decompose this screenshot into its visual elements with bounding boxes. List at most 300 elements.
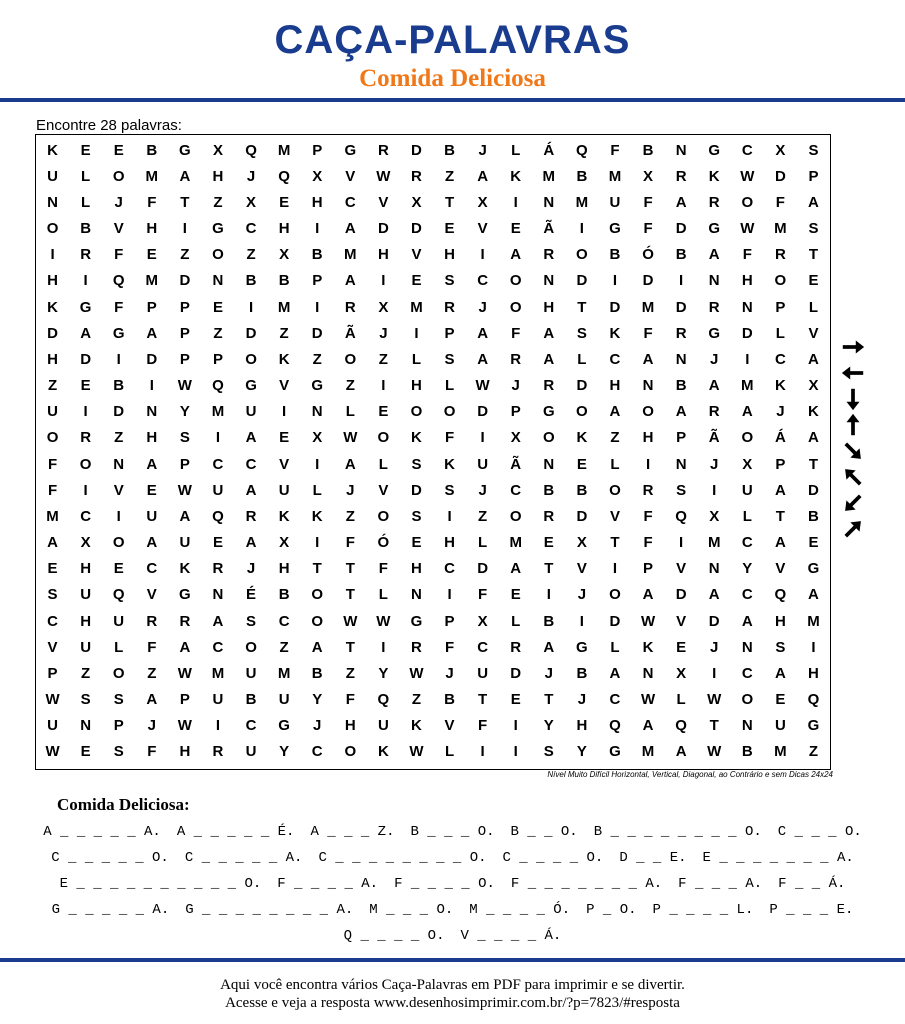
grid-letter[interactable]: I	[513, 193, 518, 211]
grid-letter[interactable]: E	[543, 534, 554, 552]
grid-letter[interactable]: I	[83, 403, 88, 421]
grid-letter[interactable]: N	[675, 141, 687, 159]
grid-letter[interactable]: B	[278, 272, 290, 290]
grid-letter[interactable]: F	[610, 141, 620, 159]
grid-letter[interactable]: N	[543, 272, 555, 290]
grid-letter[interactable]: F	[643, 534, 653, 552]
grid-letter[interactable]: S	[444, 481, 455, 499]
grid-letter[interactable]: W	[707, 691, 722, 709]
grid-letter[interactable]: Y	[378, 664, 389, 682]
grid-letter[interactable]: V	[279, 455, 290, 473]
grid-letter[interactable]: R	[708, 298, 720, 316]
grid-letter[interactable]: D	[675, 298, 687, 316]
grid-letter[interactable]: V	[279, 377, 290, 395]
grid-letter[interactable]: F	[643, 324, 653, 342]
grid-letter[interactable]: H	[311, 193, 323, 211]
grid-letter[interactable]: I	[579, 612, 584, 630]
grid-letter[interactable]: A	[311, 638, 323, 656]
grid-letter[interactable]: U	[179, 534, 191, 552]
grid-letter[interactable]: A	[708, 586, 720, 604]
grid-letter[interactable]: M	[641, 298, 655, 316]
grid-letter[interactable]: C	[741, 534, 753, 552]
grid-letter[interactable]: L	[775, 324, 785, 342]
grid-letter[interactable]: E	[378, 403, 389, 421]
grid-letter[interactable]: S	[543, 743, 554, 761]
grid-letter[interactable]: Y	[543, 717, 554, 735]
grid-letter[interactable]: C	[444, 560, 455, 578]
grid-letter[interactable]: L	[81, 193, 91, 211]
grid-letter[interactable]: G	[708, 324, 721, 342]
grid-letter[interactable]: K	[510, 167, 522, 185]
grid-letter[interactable]: O	[344, 743, 357, 761]
grid-letter[interactable]: P	[179, 691, 190, 709]
grid-letter[interactable]: O	[377, 507, 390, 525]
grid-letter[interactable]: M	[774, 743, 787, 761]
grid-letter[interactable]: N	[146, 403, 158, 421]
grid-letter[interactable]: C	[245, 455, 257, 473]
grid-letter[interactable]: H	[543, 298, 555, 316]
grid-letter[interactable]: Ã	[543, 220, 555, 238]
grid-letter[interactable]: P	[179, 298, 190, 316]
grid-letter[interactable]: H	[808, 664, 819, 682]
grid-letter[interactable]: A	[179, 167, 191, 185]
grid-letter[interactable]: E	[775, 691, 786, 709]
grid-letter[interactable]: A	[146, 691, 158, 709]
grid-letter[interactable]: R	[675, 324, 687, 342]
grid-letter[interactable]: C	[609, 691, 621, 709]
grid-letter[interactable]: U	[47, 717, 58, 735]
grid-letter[interactable]: P	[146, 298, 157, 316]
grid-letter[interactable]: W	[376, 167, 391, 185]
grid-letter[interactable]: J	[710, 455, 719, 473]
grid-letter[interactable]: I	[50, 246, 55, 264]
grid-letter[interactable]: Q	[807, 691, 820, 709]
grid-letter[interactable]: A	[245, 429, 257, 447]
grid-letter[interactable]: Z	[312, 350, 322, 368]
grid-letter[interactable]: R	[80, 429, 92, 447]
grid-letter[interactable]: J	[478, 141, 487, 159]
grid-letter[interactable]: A	[808, 193, 819, 211]
grid-letter[interactable]: F	[511, 324, 521, 342]
grid-letter[interactable]: C	[477, 638, 489, 656]
grid-letter[interactable]: D	[47, 324, 58, 342]
grid-letter[interactable]: Q	[278, 167, 290, 185]
grid-letter[interactable]: W	[740, 220, 755, 238]
grid-letter[interactable]: I	[83, 272, 88, 290]
grid-letter[interactable]: W	[475, 377, 490, 395]
grid-letter[interactable]: B	[642, 141, 654, 159]
grid-letter[interactable]: Q	[377, 691, 390, 709]
grid-letter[interactable]: I	[315, 298, 320, 316]
grid-letter[interactable]: J	[710, 638, 719, 656]
grid-letter[interactable]: Q	[212, 507, 224, 525]
grid-letter[interactable]: N	[675, 455, 687, 473]
grid-letter[interactable]: B	[311, 664, 323, 682]
grid-letter[interactable]: G	[344, 141, 357, 159]
grid-letter[interactable]: C	[146, 560, 158, 578]
grid-letter[interactable]: V	[113, 481, 124, 499]
grid-letter[interactable]: A	[80, 324, 92, 342]
grid-letter[interactable]: R	[444, 298, 455, 316]
grid-letter[interactable]: A	[774, 481, 786, 499]
grid-letter[interactable]: W	[707, 743, 722, 761]
grid-letter[interactable]: A	[642, 586, 654, 604]
grid-letter[interactable]: L	[478, 534, 488, 552]
grid-letter[interactable]: A	[741, 612, 753, 630]
grid-letter[interactable]: D	[642, 272, 654, 290]
grid-letter[interactable]: J	[577, 691, 587, 709]
grid-letter[interactable]: L	[676, 691, 686, 709]
grid-letter[interactable]: R	[212, 743, 224, 761]
grid-letter[interactable]: H	[642, 429, 654, 447]
grid-letter[interactable]: Q	[112, 272, 125, 290]
grid-letter[interactable]: N	[543, 455, 555, 473]
grid-letter[interactable]: V	[378, 193, 389, 211]
grid-letter[interactable]: L	[312, 481, 322, 499]
grid-letter[interactable]: K	[444, 455, 455, 473]
grid-letter[interactable]: D	[411, 220, 422, 238]
grid-letter[interactable]: O	[377, 429, 390, 447]
grid-letter[interactable]: X	[676, 664, 687, 682]
grid-letter[interactable]: I	[480, 429, 485, 447]
grid-letter[interactable]: Z	[345, 664, 355, 682]
grid-letter[interactable]: O	[112, 534, 125, 552]
grid-letter[interactable]: F	[114, 298, 124, 316]
grid-letter[interactable]: J	[478, 298, 487, 316]
grid-letter[interactable]: R	[774, 246, 786, 264]
grid-letter[interactable]: X	[80, 534, 91, 552]
grid-letter[interactable]: P	[312, 141, 323, 159]
grid-letter[interactable]: I	[381, 272, 386, 290]
grid-letter[interactable]: A	[609, 403, 621, 421]
grid-letter[interactable]: C	[212, 638, 224, 656]
grid-letter[interactable]: H	[576, 717, 588, 735]
grid-letter[interactable]: Z	[478, 507, 488, 525]
grid-letter[interactable]: L	[444, 743, 455, 761]
grid-letter[interactable]: X	[246, 193, 257, 211]
grid-letter[interactable]: X	[312, 167, 323, 185]
grid-letter[interactable]: U	[80, 638, 92, 656]
grid-letter[interactable]: H	[212, 167, 224, 185]
grid-letter[interactable]: N	[212, 586, 224, 604]
grid-letter[interactable]: A	[741, 403, 753, 421]
grid-letter[interactable]: X	[510, 429, 521, 447]
grid-letter[interactable]: V	[47, 638, 58, 656]
grid-letter[interactable]: G	[179, 141, 191, 159]
grid-letter[interactable]: Q	[675, 717, 687, 735]
grid-letter[interactable]: V	[345, 167, 356, 185]
grid-letter[interactable]: A	[146, 324, 158, 342]
grid-letter[interactable]: I	[248, 298, 254, 316]
grid-letter[interactable]: L	[411, 350, 422, 368]
grid-letter[interactable]: K	[311, 507, 323, 525]
grid-letter[interactable]: F	[742, 246, 752, 264]
grid-letter[interactable]: P	[179, 324, 190, 342]
grid-letter[interactable]: C	[741, 664, 753, 682]
grid-letter[interactable]: Z	[114, 429, 124, 447]
grid-letter[interactable]: U	[609, 193, 621, 211]
grid-letter[interactable]: A	[708, 377, 720, 395]
grid-letter[interactable]: B	[675, 246, 687, 264]
grid-letter[interactable]: A	[212, 612, 224, 630]
grid-letter[interactable]: E	[411, 534, 422, 552]
grid-letter[interactable]: N	[311, 403, 323, 421]
grid-letter[interactable]: I	[480, 743, 485, 761]
grid-letter[interactable]: O	[509, 507, 522, 525]
grid-letter[interactable]: W	[343, 612, 358, 630]
grid-letter[interactable]: B	[245, 691, 257, 709]
grid-letter[interactable]: X	[312, 429, 323, 447]
grid-letter[interactable]: I	[116, 507, 121, 525]
grid-letter[interactable]: J	[577, 586, 587, 604]
grid-letter[interactable]: D	[411, 141, 422, 159]
grid-letter[interactable]: O	[609, 481, 621, 499]
grid-letter[interactable]: R	[245, 507, 257, 525]
grid-letter[interactable]: J	[246, 560, 256, 578]
grid-letter[interactable]: S	[808, 220, 819, 238]
grid-letter[interactable]: D	[510, 664, 522, 682]
grid-letter[interactable]: W	[177, 481, 192, 499]
grid-letter[interactable]: I	[612, 560, 618, 578]
grid-letter[interactable]: L	[610, 455, 620, 473]
grid-letter[interactable]: S	[113, 691, 124, 709]
grid-letter[interactable]: G	[708, 220, 721, 238]
grid-letter[interactable]: L	[345, 403, 355, 421]
grid-letter[interactable]: S	[113, 743, 124, 761]
grid-letter[interactable]: E	[510, 691, 521, 709]
grid-letter[interactable]: F	[643, 220, 653, 238]
grid-letter[interactable]: M	[509, 534, 522, 552]
grid-letter[interactable]: O	[212, 246, 224, 264]
grid-letter[interactable]: P	[808, 167, 819, 185]
grid-letter[interactable]: Z	[81, 664, 91, 682]
grid-letter[interactable]: D	[741, 324, 753, 342]
grid-letter[interactable]: Z	[378, 350, 388, 368]
grid-letter[interactable]: L	[378, 455, 388, 473]
grid-letter[interactable]: A	[146, 455, 158, 473]
grid-letter[interactable]: X	[477, 193, 488, 211]
grid-letter[interactable]: K	[411, 717, 422, 735]
grid-letter[interactable]: A	[543, 638, 555, 656]
grid-letter[interactable]: H	[344, 717, 356, 735]
grid-letter[interactable]: I	[712, 664, 717, 682]
grid-letter[interactable]: R	[543, 246, 555, 264]
grid-letter[interactable]: B	[146, 141, 158, 159]
grid-letter[interactable]: X	[279, 246, 290, 264]
grid-letter[interactable]: Z	[246, 246, 256, 264]
grid-letter[interactable]: A	[609, 664, 621, 682]
grid-letter[interactable]: O	[443, 403, 456, 421]
grid-letter[interactable]: G	[410, 612, 423, 630]
grid-letter[interactable]: P	[179, 350, 190, 368]
grid-letter[interactable]: I	[679, 272, 684, 290]
grid-letter[interactable]: I	[679, 534, 684, 552]
grid-letter[interactable]: A	[675, 403, 687, 421]
grid-letter[interactable]: C	[311, 743, 323, 761]
grid-letter[interactable]: M	[145, 272, 159, 290]
grid-letter[interactable]: J	[346, 481, 355, 499]
grid-letter[interactable]: J	[147, 717, 156, 735]
grid-letter[interactable]: O	[245, 638, 257, 656]
grid-letter[interactable]: J	[114, 193, 123, 211]
grid-letter[interactable]: B	[808, 507, 819, 525]
grid-letter[interactable]: H	[411, 377, 422, 395]
grid-letter[interactable]: B	[311, 246, 323, 264]
grid-letter[interactable]: O	[741, 691, 754, 709]
grid-letter[interactable]: Q	[675, 507, 687, 525]
grid-letter[interactable]: N	[411, 586, 422, 604]
grid-letter[interactable]: U	[278, 691, 290, 709]
grid-letter[interactable]: M	[707, 534, 721, 552]
grid-letter[interactable]: T	[775, 507, 785, 525]
grid-letter[interactable]: F	[345, 534, 355, 552]
grid-letter[interactable]: W	[45, 743, 60, 761]
grid-letter[interactable]: O	[245, 350, 257, 368]
grid-letter[interactable]: E	[576, 455, 587, 473]
grid-letter[interactable]: W	[740, 167, 755, 185]
grid-letter[interactable]: I	[215, 717, 221, 735]
grid-letter[interactable]: S	[179, 429, 190, 447]
grid-letter[interactable]: T	[709, 717, 719, 735]
grid-letter[interactable]: A	[245, 534, 257, 552]
grid-letter[interactable]: F	[345, 691, 355, 709]
grid-letter[interactable]: B	[576, 481, 588, 499]
grid-letter[interactable]: G	[311, 377, 324, 395]
grid-letter[interactable]: I	[811, 638, 816, 656]
grid-letter[interactable]: K	[576, 429, 588, 447]
grid-letter[interactable]: S	[246, 612, 257, 630]
grid-letter[interactable]: C	[344, 193, 356, 211]
grid-letter[interactable]: O	[642, 403, 654, 421]
grid-letter[interactable]: I	[182, 220, 187, 238]
grid-letter[interactable]: M	[211, 664, 225, 682]
grid-letter[interactable]: M	[211, 403, 225, 421]
grid-letter[interactable]: V	[477, 220, 488, 238]
grid-letter[interactable]: T	[478, 691, 488, 709]
grid-letter[interactable]: N	[741, 298, 753, 316]
grid-letter[interactable]: U	[377, 717, 389, 735]
grid-letter[interactable]: X	[775, 141, 786, 159]
grid-letter[interactable]: G	[807, 717, 820, 735]
grid-letter[interactable]: C	[609, 350, 621, 368]
grid-letter[interactable]: I	[414, 324, 419, 342]
grid-letter[interactable]: M	[641, 743, 655, 761]
grid-letter[interactable]: T	[610, 534, 620, 552]
grid-letter[interactable]: O	[79, 455, 92, 473]
grid-letter[interactable]: J	[445, 664, 454, 682]
grid-letter[interactable]: W	[640, 691, 656, 709]
grid-letter[interactable]: D	[675, 586, 687, 604]
grid-letter[interactable]: M	[277, 298, 291, 316]
grid-letter[interactable]: E	[113, 141, 124, 159]
grid-letter[interactable]: U	[774, 717, 786, 735]
grid-letter[interactable]: L	[511, 612, 521, 630]
grid-letter[interactable]: D	[146, 350, 158, 368]
grid-letter[interactable]: R	[411, 638, 422, 656]
grid-letter[interactable]: M	[741, 377, 754, 395]
grid-letter[interactable]: B	[741, 743, 753, 761]
grid-letter[interactable]: B	[444, 141, 455, 159]
grid-letter[interactable]: Á	[543, 141, 555, 159]
grid-letter[interactable]: A	[808, 586, 819, 604]
grid-letter[interactable]: R	[212, 560, 224, 578]
grid-letter[interactable]: I	[315, 220, 320, 238]
grid-letter[interactable]: P	[676, 429, 687, 447]
grid-letter[interactable]: U	[477, 455, 489, 473]
grid-letter[interactable]: O	[576, 403, 588, 421]
grid-letter[interactable]: Q	[245, 141, 257, 159]
grid-letter[interactable]: H	[278, 560, 290, 578]
grid-letter[interactable]: A	[344, 220, 356, 238]
grid-letter[interactable]: I	[712, 481, 717, 499]
grid-letter[interactable]: C	[774, 350, 786, 368]
grid-letter[interactable]: A	[642, 717, 654, 735]
grid-letter[interactable]: K	[377, 743, 389, 761]
grid-letter[interactable]: Z	[47, 377, 58, 395]
grid-letter[interactable]: J	[544, 664, 553, 682]
grid-letter[interactable]: E	[80, 141, 91, 159]
grid-letter[interactable]: E	[80, 743, 91, 761]
grid-letter[interactable]: B	[576, 167, 588, 185]
grid-letter[interactable]: L	[742, 507, 752, 525]
grid-letter[interactable]: P	[47, 664, 58, 682]
grid-letter[interactable]: I	[116, 350, 121, 368]
grid-letter[interactable]: X	[378, 298, 389, 316]
grid-letter[interactable]: M	[608, 167, 622, 185]
grid-letter[interactable]: O	[46, 220, 59, 238]
grid-letter[interactable]: P	[312, 272, 323, 290]
grid-letter[interactable]: M	[277, 664, 291, 682]
grid-letter[interactable]: U	[278, 481, 290, 499]
grid-letter[interactable]: E	[444, 220, 455, 238]
grid-letter[interactable]: H	[80, 612, 92, 630]
grid-letter[interactable]: M	[344, 246, 357, 264]
grid-letter[interactable]: U	[113, 612, 125, 630]
grid-letter[interactable]: S	[444, 272, 455, 290]
grid-letter[interactable]: D	[311, 324, 323, 342]
grid-letter[interactable]: N	[543, 193, 555, 211]
grid-letter[interactable]: U	[47, 403, 58, 421]
grid-letter[interactable]: S	[80, 691, 91, 709]
grid-letter[interactable]: V	[775, 560, 786, 578]
grid-letter[interactable]: Ã	[510, 455, 522, 473]
grid-letter[interactable]: D	[808, 481, 819, 499]
grid-letter[interactable]: Q	[576, 141, 588, 159]
grid-letter[interactable]: H	[741, 272, 753, 290]
grid-letter[interactable]: Y	[279, 743, 290, 761]
grid-letter[interactable]: E	[676, 638, 687, 656]
grid-letter[interactable]: B	[675, 377, 687, 395]
grid-letter[interactable]: A	[808, 429, 819, 447]
grid-letter[interactable]: J	[379, 324, 388, 342]
grid-letter[interactable]: A	[344, 455, 356, 473]
grid-letter[interactable]: I	[745, 350, 750, 368]
grid-letter[interactable]: V	[576, 560, 587, 578]
grid-letter[interactable]: N	[675, 350, 687, 368]
grid-letter[interactable]: G	[542, 403, 555, 421]
grid-letter[interactable]: V	[444, 717, 455, 735]
grid-letter[interactable]: B	[444, 691, 455, 709]
grid-letter[interactable]: Z	[279, 638, 289, 656]
grid-letter[interactable]: Z	[610, 429, 620, 447]
grid-letter[interactable]: D	[411, 481, 422, 499]
grid-letter[interactable]: F	[444, 638, 455, 656]
grid-letter[interactable]: Q	[609, 717, 621, 735]
grid-letter[interactable]: D	[774, 167, 786, 185]
grid-letter[interactable]: T	[345, 586, 355, 604]
grid-letter[interactable]: E	[146, 246, 157, 264]
grid-letter[interactable]: P	[444, 324, 455, 342]
